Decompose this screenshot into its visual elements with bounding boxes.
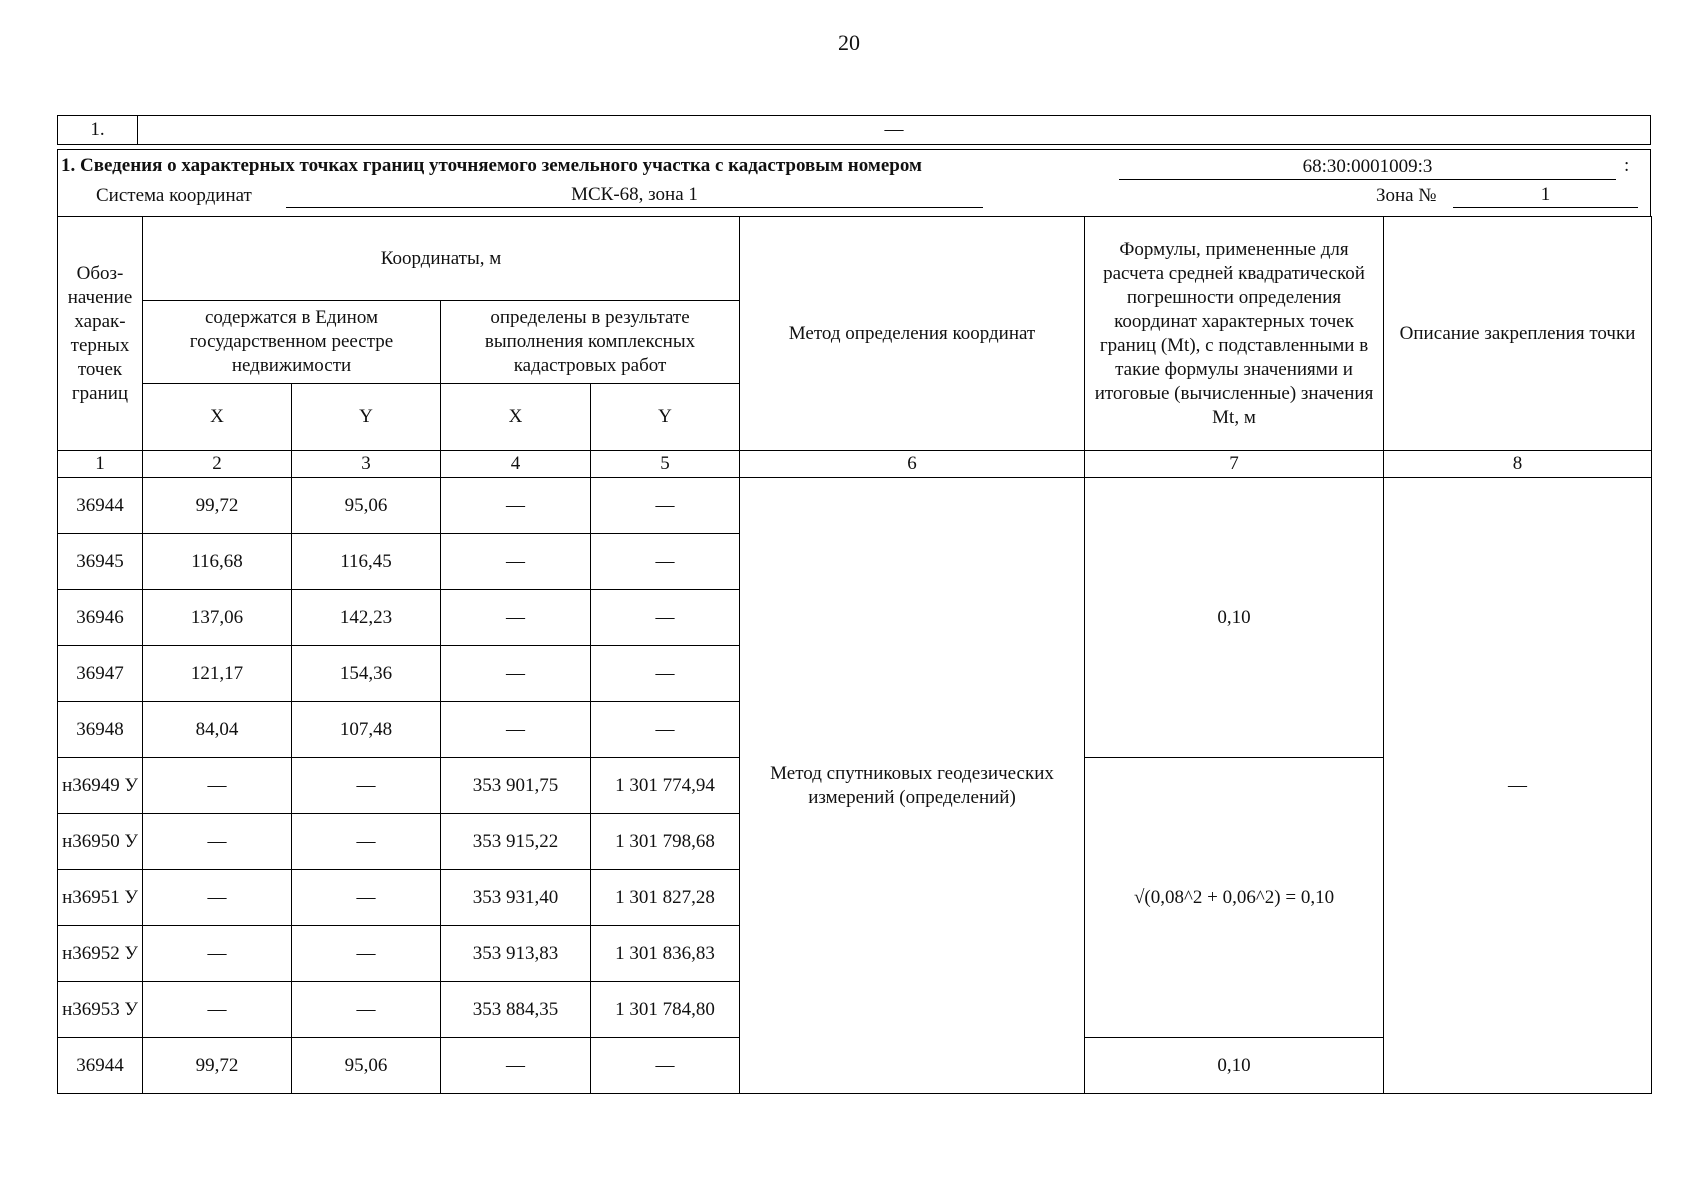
x-egrn: 99,72	[143, 478, 292, 534]
x-kkr: 353 913,83	[441, 926, 591, 982]
y-kkr: —	[591, 534, 740, 590]
point-id: 36944	[58, 1038, 143, 1094]
cadastral-colon: :	[1624, 155, 1630, 176]
y-kkr: —	[591, 590, 740, 646]
column-number: 5	[591, 451, 740, 478]
points-table	[57, 216, 1652, 1094]
coordinate-system-value: МСК-68, зона 1	[286, 184, 983, 208]
x-kkr: 353 931,40	[441, 870, 591, 926]
y-egrn: 95,06	[292, 1038, 441, 1094]
header-coordinates: Координаты, м	[143, 217, 740, 301]
top-row-value: —	[884, 119, 904, 140]
column-number: 4	[441, 451, 591, 478]
y-kkr: —	[591, 702, 740, 758]
x-kkr: —	[441, 1038, 591, 1094]
x-kkr: 353 915,22	[441, 814, 591, 870]
formula-cell-a: 0,10	[1085, 478, 1384, 758]
header-y-egrn: Y	[292, 384, 441, 451]
y-egrn: —	[292, 982, 441, 1038]
y-egrn: —	[292, 926, 441, 982]
y-egrn: —	[292, 870, 441, 926]
x-egrn: 84,04	[143, 702, 292, 758]
header-x-kkr: X	[441, 384, 591, 451]
y-kkr: 1 301 784,80	[591, 982, 740, 1038]
y-kkr: —	[591, 478, 740, 534]
x-kkr: —	[441, 534, 591, 590]
column-number-row	[58, 451, 1652, 478]
method-cell: Метод спутниковых геодезических измерений (определений)	[740, 478, 1085, 1094]
x-kkr: —	[441, 590, 591, 646]
top-row-number: 1.	[58, 116, 138, 144]
column-number: 8	[1384, 451, 1652, 478]
y-egrn: —	[292, 814, 441, 870]
header-y-kkr: Y	[591, 384, 740, 451]
header-point-designation: Обоз-начение харак-терных точек границ	[58, 217, 143, 451]
x-kkr: —	[441, 702, 591, 758]
x-kkr: —	[441, 478, 591, 534]
x-kkr: 353 901,75	[441, 758, 591, 814]
cadastral-number: 68:30:0001009:3	[1119, 156, 1616, 180]
header-kkr: определены в результате выполнения комплексных кадастровых работ	[441, 301, 740, 384]
x-kkr: —	[441, 646, 591, 702]
y-egrn: 142,23	[292, 590, 441, 646]
section-title: 1. Сведения о характерных точках границ уточняемого земельного участка с кадастровым номером	[61, 155, 922, 176]
y-egrn: 95,06	[292, 478, 441, 534]
formula-cell-b: √(0,08^2 + 0,06^2) = 0,10	[1085, 758, 1384, 1038]
zone-label: Зона №	[1376, 185, 1437, 206]
y-kkr: 1 301 774,94	[591, 758, 740, 814]
header-x-egrn: X	[143, 384, 292, 451]
x-egrn: —	[143, 926, 292, 982]
column-number: 3	[292, 451, 441, 478]
zone-value: 1	[1453, 184, 1638, 208]
y-egrn: 116,45	[292, 534, 441, 590]
y-egrn: —	[292, 758, 441, 814]
point-id: н36949 У	[58, 758, 143, 814]
y-kkr: —	[591, 646, 740, 702]
x-egrn: —	[143, 814, 292, 870]
point-id: 36947	[58, 646, 143, 702]
description-cell: —	[1384, 478, 1652, 1094]
y-kkr: 1 301 836,83	[591, 926, 740, 982]
y-egrn: 107,48	[292, 702, 441, 758]
formula-cell-c: 0,10	[1085, 1038, 1384, 1094]
point-id: 36948	[58, 702, 143, 758]
header-egrn: содержатся в Едином государственном реестре недвижимости	[143, 301, 441, 384]
header-description: Описание закрепления точки	[1384, 217, 1652, 451]
x-egrn: 116,68	[143, 534, 292, 590]
point-id: н36951 У	[58, 870, 143, 926]
page-number: 20	[838, 30, 860, 55]
header-method: Метод определения координат	[740, 217, 1085, 451]
x-egrn: —	[143, 758, 292, 814]
top-row	[57, 115, 1651, 145]
table-row	[58, 478, 1652, 534]
x-egrn: 121,17	[143, 646, 292, 702]
section-header	[57, 149, 1651, 216]
document-frame	[57, 115, 1651, 1094]
header-formula: Формулы, примененные для расчета средней квадратической погрешности определения координат характерных точек границ (Mt), с подставленными в такие формулы значениями и итоговые (вычисленные) значения Mt, м	[1085, 217, 1384, 451]
point-id: н36950 У	[58, 814, 143, 870]
point-id: 36944	[58, 478, 143, 534]
column-number: 2	[143, 451, 292, 478]
point-id: 36945	[58, 534, 143, 590]
coordinate-system-label: Система координат	[96, 185, 252, 206]
column-number: 1	[58, 451, 143, 478]
y-kkr: —	[591, 1038, 740, 1094]
point-id: 36946	[58, 590, 143, 646]
point-id: н36953 У	[58, 982, 143, 1038]
y-kkr: 1 301 798,68	[591, 814, 740, 870]
x-egrn: —	[143, 870, 292, 926]
point-id: н36952 У	[58, 926, 143, 982]
x-egrn: 99,72	[143, 1038, 292, 1094]
x-egrn: 137,06	[143, 590, 292, 646]
column-number: 6	[740, 451, 1085, 478]
column-number: 7	[1085, 451, 1384, 478]
x-egrn: —	[143, 982, 292, 1038]
y-kkr: 1 301 827,28	[591, 870, 740, 926]
y-egrn: 154,36	[292, 646, 441, 702]
x-kkr: 353 884,35	[441, 982, 591, 1038]
